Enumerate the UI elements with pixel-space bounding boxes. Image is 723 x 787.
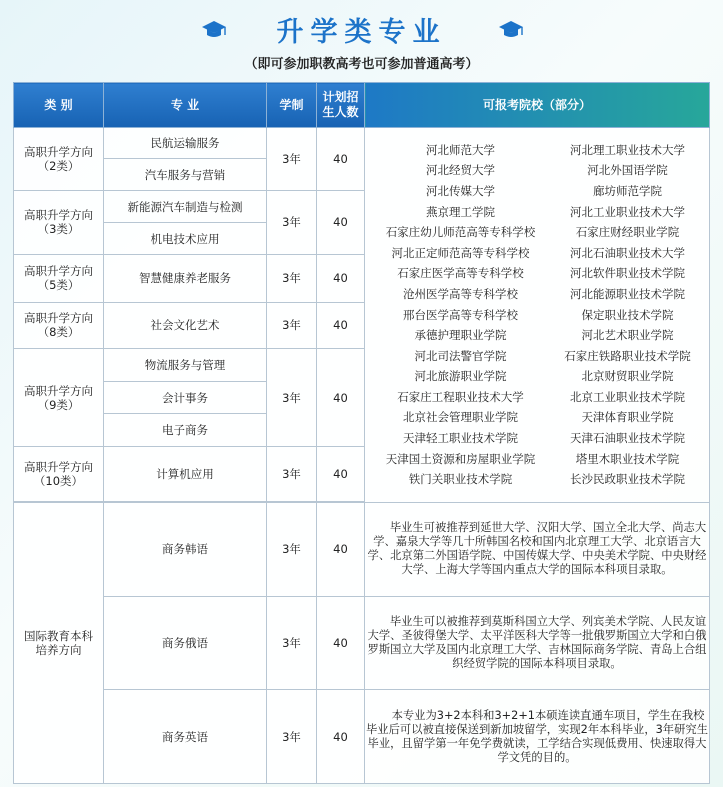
school-item: 燕京理工学院	[426, 204, 495, 219]
school-item: 北京工业职业技术学院	[570, 389, 685, 404]
school-item: 河北软件职业技术学院	[570, 266, 685, 281]
plan-cell: 40	[317, 597, 365, 690]
header	[0, 0, 723, 78]
plan-cell: 40	[317, 446, 365, 501]
school-item: 天津体育职业学院	[581, 410, 674, 425]
column-header-category: 类 别	[14, 83, 104, 128]
category-cell: 高职升学方向 （10类）	[14, 446, 104, 501]
column-header-plan: 计划招 生人数	[317, 83, 365, 128]
school-item: 石家庄幼儿师范高等专科学校	[385, 225, 536, 240]
school-item: 邢台医学高等专科学校	[403, 307, 518, 322]
school-item: 保定职业技术学院	[581, 307, 674, 322]
school-item: 铁门关职业技术学院	[408, 472, 513, 487]
major-cell: 汽车服务与营销	[104, 159, 267, 190]
school-item: 河北师范大学	[426, 142, 495, 157]
plan-cell: 40	[317, 190, 365, 254]
school-item: 河北司法警官学院	[414, 348, 507, 363]
plan-cell: 40	[317, 254, 365, 302]
school-item: 河北理工职业技术大学	[570, 142, 685, 157]
duration-cell: 3年	[267, 349, 317, 446]
major-cell: 计算机应用	[104, 446, 267, 501]
description-cell: 本专业为3+2本科和3+2+1本硕连读直通车项目，学生在我校毕业后可以被直接保送到新加坡留学，实现2年本科毕业，3年研究生毕业，且留学第一年免学费就读，工学结合实现低费用、快速取得大学文凭的目的。	[365, 690, 710, 784]
school-item: 河北艺术职业学院	[581, 328, 674, 343]
category-cell: 高职升学方向 （9类）	[14, 349, 104, 446]
category-cell: 国际教育本科 培养方向	[14, 502, 104, 783]
school-item: 石家庄医学高等专科学校	[397, 266, 524, 281]
school-item: 河北旅游职业学院	[414, 369, 507, 384]
plan-cell: 40	[317, 302, 365, 349]
schools-cell	[365, 128, 710, 503]
major-cell: 机电技术应用	[104, 223, 267, 254]
page-title: 升学类专业	[276, 17, 447, 48]
major-cell: 社会文化艺术	[104, 302, 267, 349]
school-item: 石家庄财经职业学院	[575, 225, 680, 240]
column-header-major: 专 业	[104, 83, 267, 128]
school-item: 廊坊师范学院	[593, 183, 662, 198]
description-cell: 毕业生可被推荐到延世大学、汉阳大学、国立全北大学、尚志大学、嘉泉大学等几十所韩国名校和国内北京理工大学、北京语言大学、北京第二外国语学院、中国传媒大学、中央美术学院、中央财经大学、上海大学等国内重点大学的国际本科项目录取。	[365, 502, 710, 596]
graduation-cap-icon	[498, 18, 524, 40]
major-cell: 民航运输服务	[104, 128, 267, 159]
school-item: 天津石油职业技术学院	[570, 431, 685, 446]
plan-cell: 40	[317, 690, 365, 784]
school-item: 河北工业职业技术大学	[570, 204, 685, 219]
major-cell: 智慧健康养老服务	[104, 254, 267, 302]
major-cell: 电子商务	[104, 414, 267, 446]
duration-cell: 3年	[267, 190, 317, 254]
description-cell: 毕业生可以被推荐到莫斯科国立大学、列宾美术学院、人民友谊大学、圣彼得堡大学、太平洋医科大学等一批俄罗斯国立大学和白俄罗斯国立大学及国内北京理工大学、吉林国际商务学院、青岛上合组织经贸学院的国际本科项目录取。	[365, 597, 710, 690]
column-header-schools: 可报考院校（部分）	[365, 83, 710, 128]
school-item: 承德护理职业学院	[414, 328, 507, 343]
column-header-duration: 学制	[267, 83, 317, 128]
category-cell: 高职升学方向 （5类）	[14, 254, 104, 302]
major-cell: 物流服务与管理	[104, 349, 267, 381]
school-item: 长沙民政职业技术学院	[570, 472, 685, 487]
schools-list-left	[365, 140, 542, 490]
duration-cell: 3年	[267, 502, 317, 596]
plan-cell: 40	[317, 349, 365, 446]
duration-cell: 3年	[267, 690, 317, 784]
duration-cell: 3年	[267, 302, 317, 349]
school-item: 石家庄工程职业技术大学	[397, 389, 524, 404]
category-cell: 高职升学方向 （2类）	[14, 128, 104, 191]
school-item: 塔里木职业技术学院	[575, 451, 680, 466]
plan-cell: 40	[317, 502, 365, 596]
table-row	[14, 597, 710, 690]
major-cell: 商务俄语	[104, 597, 267, 690]
school-item: 北京财贸职业学院	[581, 369, 674, 384]
school-item: 河北外国语学院	[587, 163, 668, 178]
school-item: 天津国土资源和房屋职业学院	[385, 451, 536, 466]
major-cell: 商务韩语	[104, 502, 267, 596]
table-row	[14, 690, 710, 784]
school-item: 北京社会管理职业学院	[403, 410, 518, 425]
school-item: 河北经贸大学	[426, 163, 495, 178]
school-item: 河北正定师范高等专科学校	[391, 245, 530, 260]
major-cell: 新能源汽车制造与检测	[104, 190, 267, 222]
school-item: 河北传媒大学	[426, 183, 495, 198]
table-row	[14, 502, 710, 596]
school-item: 河北石油职业技术大学	[570, 245, 685, 260]
table-header-row	[14, 83, 710, 128]
duration-cell: 3年	[267, 446, 317, 501]
category-cell: 高职升学方向 （3类）	[14, 190, 104, 254]
school-item: 沧州医学高等专科学校	[403, 286, 518, 301]
school-item: 天津轻工职业技术学院	[403, 431, 518, 446]
major-cell: 商务英语	[104, 690, 267, 784]
schools-list-right	[542, 140, 709, 490]
duration-cell: 3年	[267, 254, 317, 302]
page-subtitle: （即可参加职教高考也可参加普通高考）	[244, 57, 479, 72]
duration-cell: 3年	[267, 597, 317, 690]
category-cell: 高职升学方向 （8类）	[14, 302, 104, 349]
plan-cell: 40	[317, 128, 365, 191]
table-row	[14, 128, 710, 159]
school-item: 河北能源职业技术学院	[570, 286, 685, 301]
school-item: 石家庄铁路职业技术学院	[564, 348, 691, 363]
duration-cell: 3年	[267, 128, 317, 191]
majors-table	[13, 82, 710, 784]
major-cell: 会计事务	[104, 381, 267, 413]
